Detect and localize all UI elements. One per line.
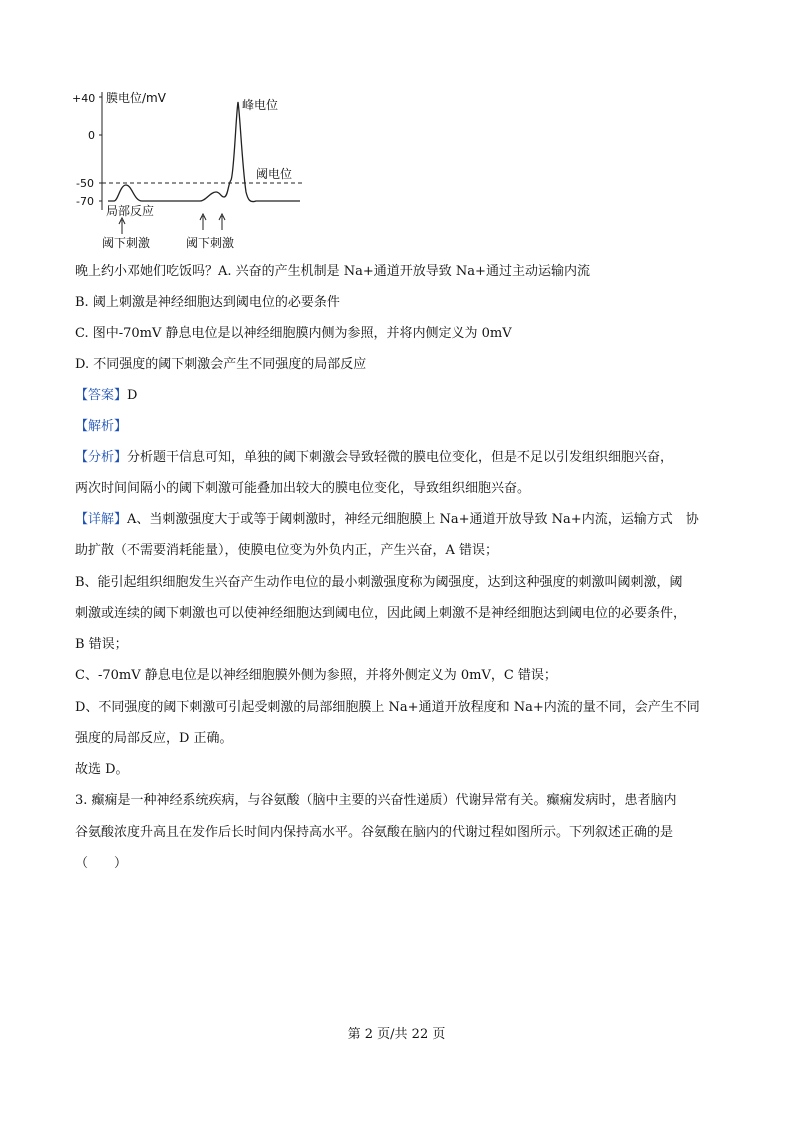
option-d: D. 不同强度的阈下刺激会产生不同强度的局部反应 — [75, 357, 367, 372]
analysis-line-1: 【分析】分析题干信息可知，单独的阈下刺激会导致轻微的膜电位变化，但是不足以引发组织细胞兴奋， — [75, 450, 674, 465]
stimulus-label-1: 阈下刺激 — [102, 236, 151, 250]
detail-b-line-1: B、能引起组织细胞发生兴奋产生动作电位的最小刺激强度称为阈强度，达到这种强度的刺激叫阈刺激，阈 — [75, 575, 683, 590]
page-number: 第 2 页/共 22 页 — [347, 1027, 446, 1042]
question3-line-2: 谷氨酸浓度升高且在发作后长时间内保持高水平。谷氨酸在脑内的代谢过程如图所示。下列叙述正确的是 — [75, 825, 674, 840]
detail-d-line-2: 强度的局部反应，D 正确。 — [75, 731, 233, 746]
peak-label: 峰电位 — [242, 98, 279, 112]
detail-d-line-1: D、不同强度的阈下刺激可引起受刺激的局部细胞膜上 Na+通道开放程度和 Na+内流的量不同，会产生不同 — [75, 700, 700, 715]
analysis-heading: 【解析】 — [75, 419, 128, 434]
membrane-potential-graph — [70, 84, 310, 254]
answer-line — [75, 381, 725, 411]
y-axis-label: 膜电位/mV — [106, 91, 166, 105]
option-c: C. 图中-70mV 静息电位是以神经细胞膜内侧为参照，并将内侧定义为 0mV — [75, 326, 512, 341]
y-tick-plus40: +40 — [72, 92, 96, 105]
option-b: B. 阈上刺激是神经细胞达到阈电位的必要条件 — [75, 295, 340, 310]
detail-a-line-2: 助扩散（不需要消耗能量），使膜电位变为外负内正，产生兴奋，A 错误； — [75, 543, 499, 558]
question3-line-3: （ ） — [75, 856, 128, 871]
membrane-potential-figure — [70, 84, 310, 254]
y-tick-0: 0 — [88, 129, 95, 142]
answer-tag: 【答案】 — [75, 388, 128, 403]
detail-b-line-3: B 错误； — [75, 637, 128, 652]
answer-value: D — [127, 388, 138, 403]
option-a: 晚上约小邓她们吃饭吗？A. 兴奋的产生机制是 Na+通道开放导致 Na+通过主动运输内流 — [75, 264, 590, 279]
y-tick-minus70: -70 — [76, 195, 94, 208]
analysis-tag: 【分析】 — [75, 450, 128, 465]
question3-line-1: 3. 癫痫是一种神经系统疾病，与谷氨酸（脑中主要的兴奋性递质）代谢异常有关。癫痫发病时，患者脑内 — [75, 793, 677, 808]
stimulus-label-2: 阈下刺激 — [186, 236, 235, 250]
potential-trace — [108, 102, 300, 202]
detail-tag: 【详解】 — [75, 512, 128, 527]
detail-b-line-2: 刺激或连续的阈下刺激也可以使神经细胞达到阈电位，因此阈上刺激不是神经细胞达到阈电位的必要条件， — [75, 606, 687, 621]
detail-conclusion: 故选 D。 — [75, 762, 129, 777]
detail-c-line: C、-70mV 静息电位是以神经细胞膜外侧为参照，并将外侧定义为 0mV，C 错误； — [75, 668, 557, 683]
y-tick-minus50: -50 — [76, 177, 94, 190]
analysis-line-2: 两次时间间隔小的阈下刺激可能叠加出较大的膜电位变化，导致组织细胞兴奋。 — [75, 481, 531, 496]
threshold-label: 阈电位 — [256, 167, 293, 181]
detail-a-line-1: 【详解】A、当刺激强度大于或等于阈刺激时，神经元细胞膜上 Na+通道开放导致 Na+内流，运输方式 协 — [75, 512, 699, 527]
local-response-label: 局部反应 — [106, 204, 155, 218]
